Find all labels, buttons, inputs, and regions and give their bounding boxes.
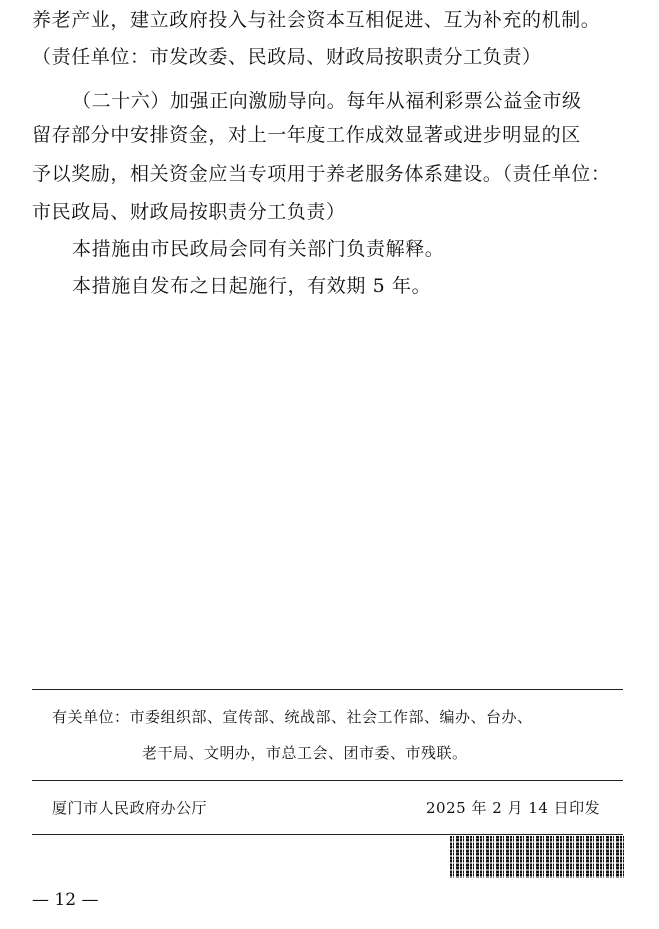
- page-number: — 12 —: [32, 890, 99, 910]
- related-units-line: 老干局、文明办，市总工会、团市委、市残联。: [142, 744, 468, 762]
- footer-middle-rule: [32, 780, 623, 781]
- body-line: 予以奖励，相关资金应当专项用于养老服务体系建设。（责任单位：: [32, 163, 611, 185]
- body-line: 本措施由市民政局会同有关部门负责解释。: [72, 238, 445, 260]
- footer-top-rule: [32, 689, 623, 690]
- body-line: 本措施自发布之日起施行，有效期 5 年。: [72, 275, 432, 297]
- body-line: 市民政局、财政局按职责分工负责）: [32, 201, 346, 223]
- footer-bottom-rule: [32, 834, 623, 835]
- issuer: 厦门市人民政府办公厅: [52, 799, 208, 817]
- body-line: （二十六）加强正向激励导向。每年从福利彩票公益金市级: [72, 90, 582, 112]
- barcode-image: [450, 836, 624, 878]
- body-line: 养老产业，建立政府投入与社会资本互相促进、互为补充的机制。: [32, 9, 601, 31]
- body-line: （责任单位：市发改委、民政局、财政局按职责分工负责）: [32, 46, 542, 68]
- body-line: 留存部分中安排资金，对上一年度工作成效显著或进步明显的区: [32, 124, 581, 146]
- issue-date: 2025 年 2 月 14 日印发: [426, 799, 601, 817]
- related-units-line: 有关单位：市委组织部、宣传部、统战部、社会工作部、编办、台办、: [52, 708, 533, 726]
